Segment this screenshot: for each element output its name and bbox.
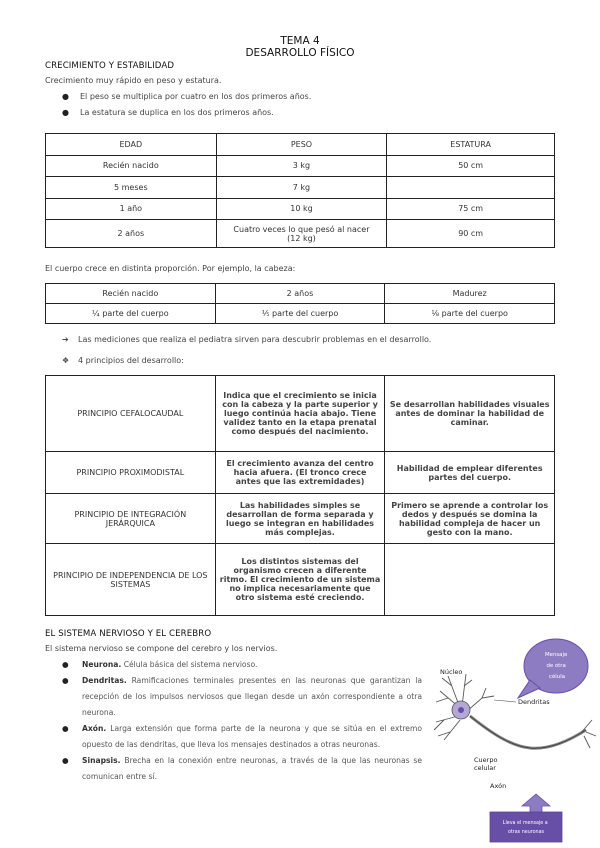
- list-item: ● Sinapsis. Brecha en la conexión entre neuronas, a través de la que las neuronas se comunican entre sí.: [62, 753, 422, 785]
- table-cell: ⅛ parte del cuerpo: [385, 304, 555, 324]
- table-header-cell: ESTATURA: [387, 134, 555, 156]
- pediatrician-note: ➔ Las mediciones que realiza el pediatra sirven para descubrir problemas en el desarrollo.: [62, 335, 432, 344]
- table-cell: Recién nacido: [46, 155, 217, 177]
- table-header-row: [46, 134, 555, 156]
- nervous-terms-list: [62, 657, 422, 785]
- axon-callout-text: Lleva el mensaje a otras neuronas: [502, 821, 548, 835]
- growth-intro: Crecimiento muy rápido en peso y estatura.: [45, 76, 222, 85]
- table-cell: 2 años: [46, 220, 217, 248]
- table-cell: 50 cm: [387, 155, 555, 177]
- list-item: ● Neurona. Célula básica del sistema nervioso.: [62, 657, 422, 673]
- bullet-dot-icon: ●: [62, 660, 69, 669]
- table-cell: 3 kg: [216, 155, 387, 177]
- table-cell: 7 kg: [216, 177, 387, 199]
- table-row: [46, 452, 555, 494]
- table-row: [46, 155, 555, 177]
- principle-name: PRINCIPIO DE INDEPENDENCIA DE LOS SISTEMAS: [46, 544, 216, 616]
- table-cell: ¼ parte del cuerpo: [46, 304, 216, 324]
- principle-description: El crecimiento avanza del centro hacia afuera. (El tronco crece antes que las extremidades): [215, 452, 385, 494]
- table-header-cell: 2 años: [215, 284, 385, 304]
- growth-bullet-height: ● La estatura se duplica en los dos primeros años.: [62, 108, 274, 117]
- proportion-intro: El cuerpo crece en distinta proporción. Por ejemplo, la cabeza:: [45, 264, 296, 273]
- proportion-table: [45, 283, 555, 324]
- table-header-cell: PESO: [216, 134, 387, 156]
- table-header-row: [46, 284, 555, 304]
- document-title-line1: TEMA 4: [280, 35, 320, 47]
- growth-bullet-weight: ● El peso se multiplica por cuatro en los dos primeros años.: [62, 92, 312, 101]
- table-cell: [387, 177, 555, 199]
- table-cell: Cuatro veces lo que pesó al nacer (12 kg): [216, 220, 387, 248]
- table-row: [46, 220, 555, 248]
- table-row: [46, 376, 555, 452]
- growth-table: [45, 133, 555, 248]
- principle-description: Los distintos sistemas del organismo crecen a diferente ritmo. El crecimiento de un sistema no implica necesariamente que otro sistema esté creciendo.: [215, 544, 385, 616]
- principles-intro: ❖ 4 principios del desarrollo:: [62, 356, 184, 365]
- axon-callout-box: [490, 812, 562, 842]
- principle-name: PRINCIPIO DE INTEGRACIÓN JERÁRQUICA: [46, 494, 216, 544]
- document-title-line2: DESARROLLO FÍSICO: [245, 47, 355, 59]
- table-cell: 75 cm: [387, 198, 555, 220]
- principle-name: PRINCIPIO PROXIMODISTAL: [46, 452, 216, 494]
- arrow-right-icon: ➔: [62, 335, 69, 344]
- table-header-cell: Madurez: [385, 284, 555, 304]
- dendrites-label: Dendritas: [518, 698, 550, 706]
- table-cell: 1 año: [46, 198, 217, 220]
- principle-name: PRINCIPIO CEFALOCAUDAL: [46, 376, 216, 452]
- table-row: [46, 198, 555, 220]
- nucleus-shape: [458, 707, 464, 713]
- principle-example: Se desarrollan habilidades visuales antes de dominar la habilidad de caminar.: [385, 376, 555, 452]
- principle-example: Primero se aprende a controlar los dedos y después se domina la habilidad compleja de hacer un gesto con la mano.: [385, 494, 555, 544]
- table-row: [46, 304, 555, 324]
- message-bubble-text: Mensaje de otra célula: [544, 652, 568, 680]
- diamond-bullet-icon: ❖: [62, 356, 70, 365]
- table-header-cell: EDAD: [46, 134, 217, 156]
- bullet-dot-icon: ●: [62, 676, 69, 685]
- table-row: [46, 494, 555, 544]
- table-cell: 90 cm: [387, 220, 555, 248]
- bullet-dot-icon: ●: [62, 92, 69, 101]
- principles-table: [45, 375, 555, 616]
- neuron-diagram: [430, 636, 598, 844]
- table-row: [46, 544, 555, 616]
- nervous-system-heading: EL SISTEMA NERVIOSO Y EL CEREBRO: [45, 629, 212, 639]
- growth-heading: CRECIMIENTO Y ESTABILIDAD: [45, 61, 175, 71]
- principle-description: Indica que el crecimiento se inicia con la cabeza y la parte superior y luego continúa hacia abajo. Tiene validez tanto en la etapa prenatal como después del nacimiento.: [215, 376, 385, 452]
- cell-body-label: Cuerpo celular: [474, 756, 498, 772]
- table-cell: 10 kg: [216, 198, 387, 220]
- axon-label: Axón: [490, 782, 507, 790]
- table-header-cell: Recién nacido: [46, 284, 216, 304]
- bullet-dot-icon: ●: [62, 108, 69, 117]
- principle-example: Habilidad de emplear diferentes partes del cuerpo.: [385, 452, 555, 494]
- bullet-dot-icon: ●: [62, 724, 69, 733]
- axon-callout-arrow: [522, 794, 550, 812]
- bullet-dot-icon: ●: [62, 756, 69, 765]
- list-item: ● Axón. Larga extensión que forma parte de la neurona y que se sitúa en el extremo opuesto de las dendritas, que lleva los mensajes destinados a otras neuronas.: [62, 721, 422, 753]
- nervous-system-intro: El sistema nervioso se compone del cerebro y los nervios.: [45, 644, 278, 653]
- dendrites-pointer: [494, 700, 516, 702]
- table-row: [46, 177, 555, 199]
- table-cell: 5 meses: [46, 177, 217, 199]
- table-cell: ⅕ parte del cuerpo: [215, 304, 385, 324]
- nucleus-label: Núcleo: [440, 668, 463, 676]
- principle-example: [385, 544, 555, 616]
- principle-description: Las habilidades simples se desarrollan de forma separada y luego se integran en habilidades más complejas.: [215, 494, 385, 544]
- list-item: ● Dendritas. Ramificaciones terminales presentes en las neuronas que garantizan la recepción de los impulsos nerviosos que llegan desde un axón correspondiente a otra neurona.: [62, 673, 422, 721]
